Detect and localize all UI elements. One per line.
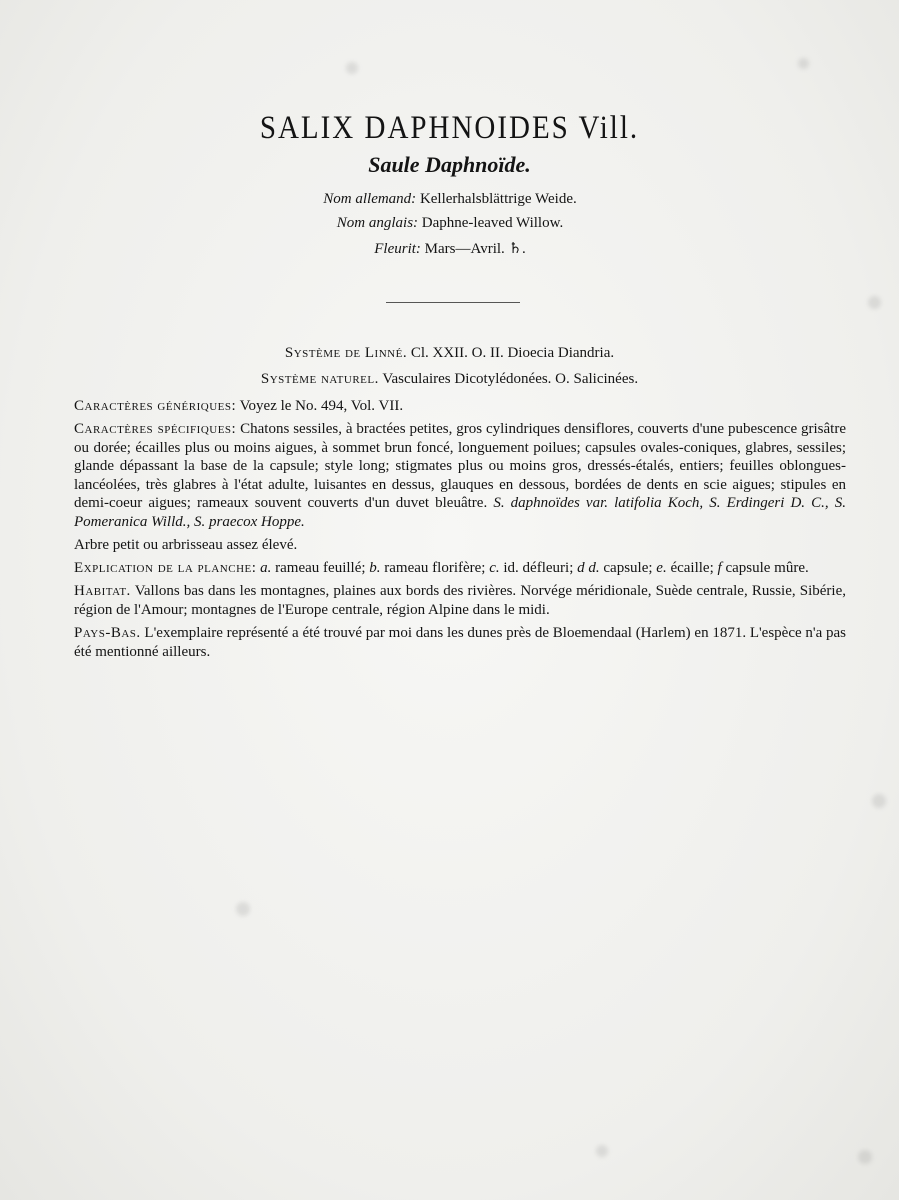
pays-bas-label: Pays-Bas. [74,625,141,642]
flowering [250,239,650,258]
systeme-naturel [0,371,899,388]
paper-spot [236,902,250,916]
caracteres-specifiques [74,420,846,532]
arbre-note: Arbre petit ou arbrisseau assez élevé. [74,537,298,554]
specifiques-label: Caractères spécifiques: [74,421,237,438]
paper-spot [872,794,886,808]
description-body [74,397,846,666]
paper-spot [798,58,809,69]
pays-bas-text: L'exemplaire représenté a été trouvé par moi dans les dunes près de Bloemendaal (Harlem) en 1871. L'espèce n'a pas été mentionné ailleurs. [74,625,847,660]
plate-key-f: f [717,560,722,577]
systeme-linne [0,345,899,362]
flowering-value: Mars—Avril. ♄. [424,241,526,257]
plate-text-d: capsule; [603,560,653,577]
paper-spot [858,1150,872,1164]
name-german-label: Nom allemand: [323,191,417,207]
name-english [250,215,650,232]
systeme-naturel-value: Vasculaires Dicotylédonées. O. Salicinées. [382,371,639,387]
generiques-value: Voyez le No. 494, Vol. VII. [239,398,404,414]
explication-label: Explication de la planche: [74,560,257,577]
name-english-value: Daphne-leaved Willow. [421,215,564,231]
species-subtitle: Saule Daphnoïde. [368,152,531,177]
specifiques-synonyms: S. daphnoïdes var. latifolia Koch, S. Erdingeri D. C., S. Pomeranica Willd., S. praecox Hoppe. [74,495,847,531]
name-english-label: Nom anglais: [336,215,419,231]
plate-text-e: écaille; [670,560,714,577]
paper-spot [868,296,881,309]
plate-key-c: c. [489,560,500,577]
systeme-naturel-label: Système naturel. [260,371,379,387]
generiques-label: Caractères génériques: [74,398,237,414]
systeme-linne-label: Système de Linné. [284,345,408,361]
name-german [250,191,650,208]
habitat-label: Habitat. [74,583,131,600]
paper-spot [596,1145,608,1157]
systeme-linne-value: Cl. XXII. O. II. Dioecia Diandria. [410,345,615,361]
pays-bas [74,624,846,661]
plate-key-b: b. [369,560,381,577]
plate-key-a: a. [260,560,272,577]
plate-key-e: e. [656,560,667,577]
explication-planche [74,559,846,578]
habitat [74,582,846,619]
caracteres-generiques [74,397,846,416]
plate-text-a: rameau feuillé; [275,560,366,577]
habitat-text: Vallons bas dans les montagnes, plaines aux bords des rivières. Norvége méridionale, Suède centrale, Russie, Sibérie, région de l'Amour; montagnes de l'Europe centrale, région Alpine dans le midi. [74,583,847,618]
specifiques-text: Chatons sessiles, à bractées petites, gros cylindriques densiflores, couverts d'une pubescence grisâtre ou dorée; écailles plus ou moins aigues, à sommet brun foncé, longuement poilues; capsules ovales-coniques, glabres, sessiles; glande dépassant la base de la capsule; style long; stigmates plus ou moins gros, dressés-étalés, entiers; feuilles oblongues-lancéolées, très glabres à l'état adulte, luisantes en dessus, glauques en dessous, bordées de dents en scie aigues; stipules en demi-coeur aigues; rameaux souvent couverts d'un duvet bleuâtre. [74,421,846,512]
plate-text-f: capsule mûre. [725,560,809,577]
plate-text-b: rameau florifère; [384,560,486,577]
name-german-value: Kellerhalsblättrige Weide. [419,191,577,207]
plate-text-c: id. défleuri; [503,560,574,577]
flowering-label: Fleurit: [374,241,421,257]
divider [386,302,520,303]
plate-key-d: d d. [577,560,600,577]
species-title: SALIX DAPHNOIDES Vill. [259,110,640,146]
paper-spot [346,62,358,74]
